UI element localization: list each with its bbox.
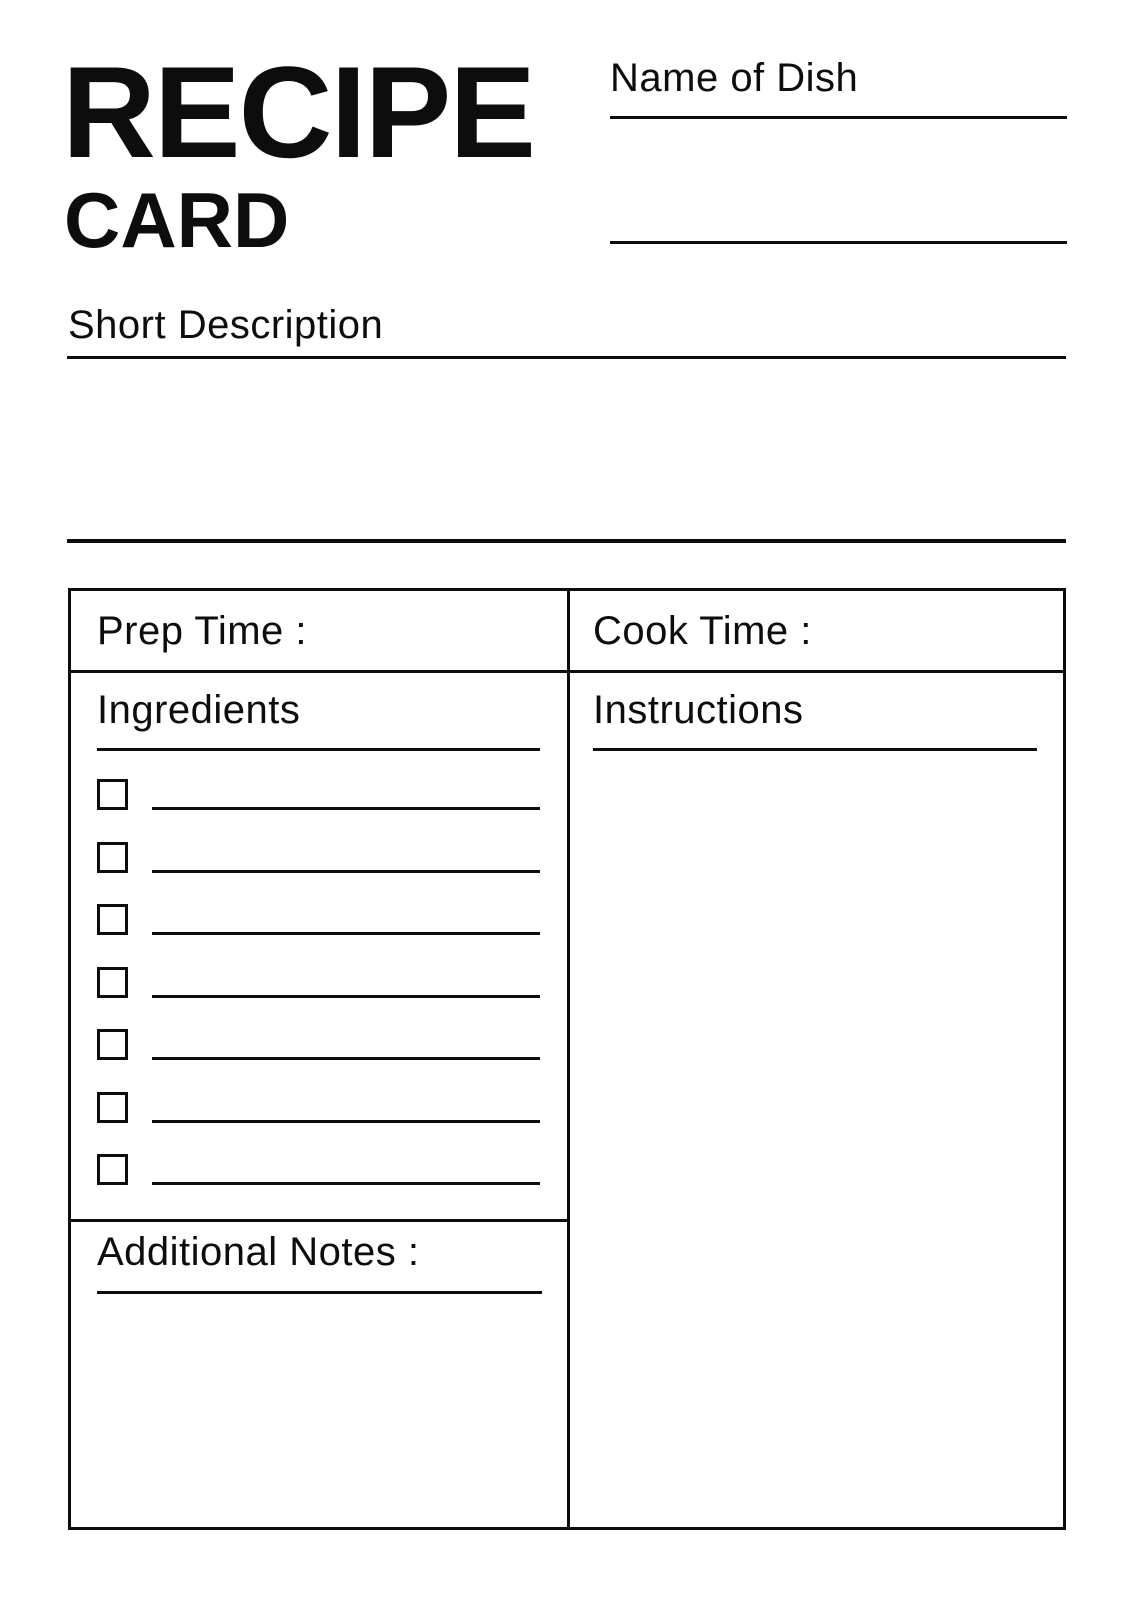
cook-time-label: Cook Time :	[593, 608, 812, 653]
ingredient-checkbox[interactable]	[97, 842, 128, 873]
ingredient-checkbox[interactable]	[97, 779, 128, 810]
short-description-line[interactable]	[67, 356, 1066, 359]
ingredient-checkbox[interactable]	[97, 967, 128, 998]
additional-notes-underline	[97, 1291, 542, 1294]
ingredient-checkbox[interactable]	[97, 1029, 128, 1060]
prep-time-label: Prep Time :	[97, 608, 308, 653]
table-column-divider	[567, 591, 570, 1527]
ingredient-row	[97, 1092, 540, 1123]
ingredient-write-line[interactable]	[152, 932, 540, 935]
ingredient-write-line[interactable]	[152, 995, 540, 998]
prep-time-cell	[97, 591, 557, 670]
ingredient-write-line[interactable]	[152, 1120, 540, 1123]
page-title-recipe: RECIPE	[62, 39, 535, 185]
ingredient-checkbox[interactable]	[97, 1092, 128, 1123]
ingredient-row	[97, 779, 540, 810]
instructions-underline	[593, 748, 1037, 751]
header-separator-line	[67, 539, 1066, 543]
ingredient-write-line[interactable]	[152, 1182, 540, 1185]
ingredient-row	[97, 967, 540, 998]
ingredient-checkbox[interactable]	[97, 904, 128, 935]
ingredient-row	[97, 1154, 540, 1185]
notes-section-divider	[71, 1219, 570, 1222]
ingredients-underline	[97, 748, 540, 751]
name-of-dish-line-1[interactable]	[610, 116, 1067, 119]
recipe-table	[68, 588, 1066, 1530]
ingredients-checklist	[97, 779, 540, 1185]
instructions-label: Instructions	[593, 688, 804, 732]
ingredients-label: Ingredients	[97, 688, 301, 732]
ingredient-write-line[interactable]	[152, 807, 540, 810]
ingredient-row	[97, 842, 540, 873]
table-header-row-divider	[71, 670, 1063, 673]
additional-notes-label: Additional Notes :	[97, 1230, 420, 1274]
cook-time-cell	[593, 591, 1053, 670]
ingredient-write-line[interactable]	[152, 1057, 540, 1060]
ingredient-write-line[interactable]	[152, 870, 540, 873]
name-of-dish-label: Name of Dish	[610, 56, 859, 100]
ingredient-row	[97, 1029, 540, 1060]
ingredient-row	[97, 904, 540, 935]
page-title-card: CARD	[64, 176, 290, 264]
name-of-dish-line-2[interactable]	[610, 241, 1067, 244]
ingredient-checkbox[interactable]	[97, 1154, 128, 1185]
short-description-label: Short Description	[68, 303, 384, 347]
